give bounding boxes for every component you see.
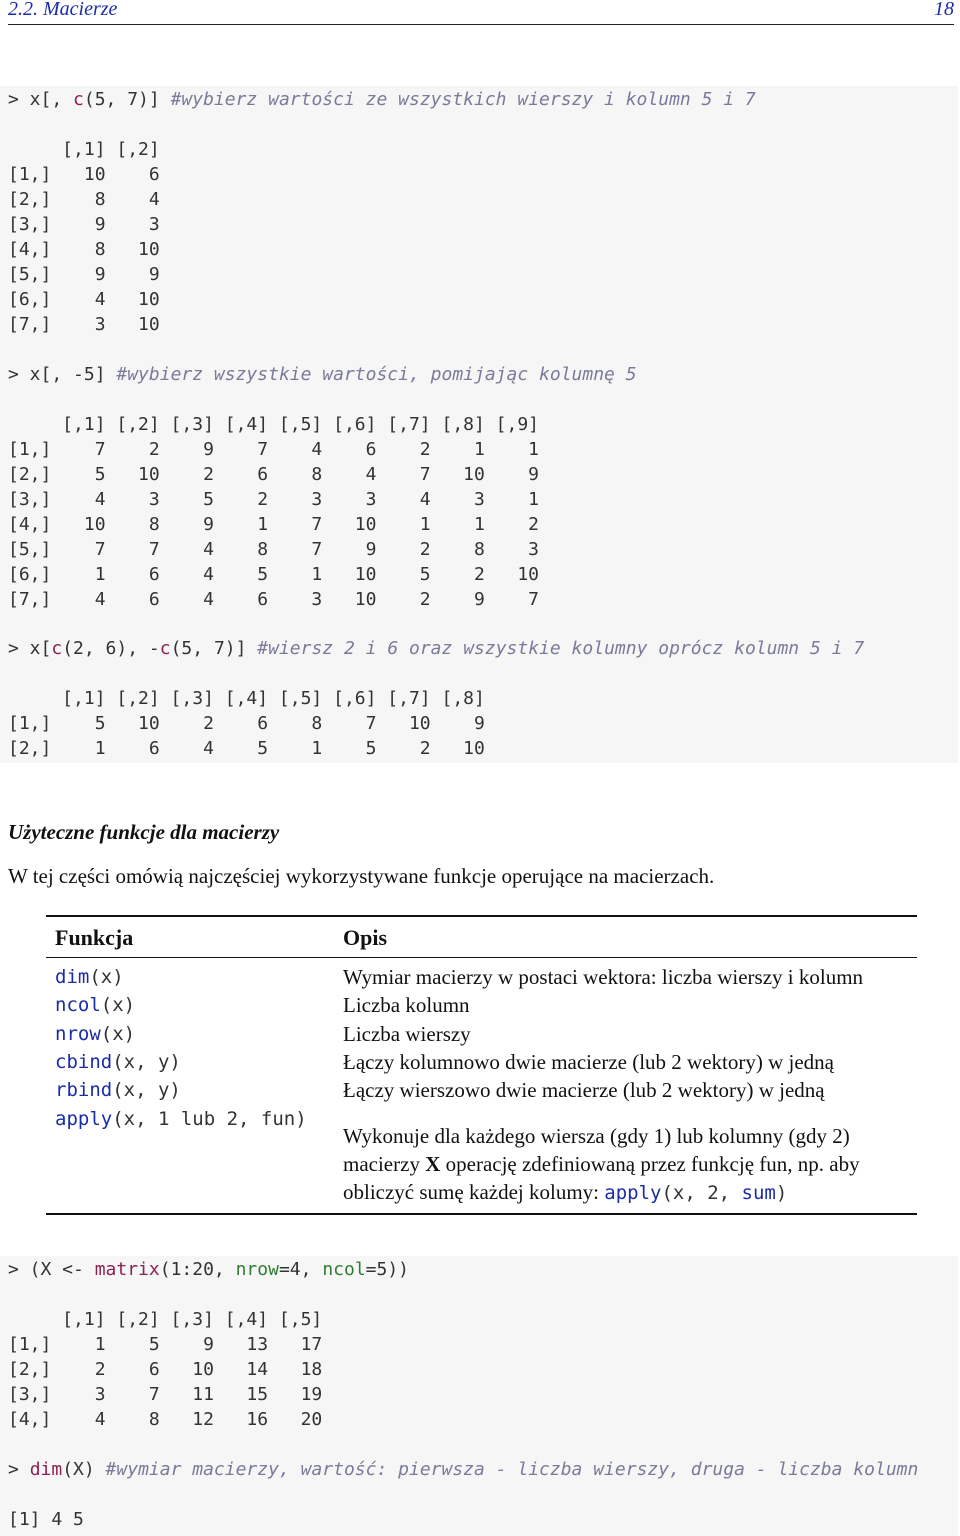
functions-table [46,915,917,1215]
output-vector: [1] 4 5 [8,1509,84,1530]
table-row-function: apply(x, 1 lub 2, fun) [55,1108,307,1130]
code-block-1 [0,86,958,763]
table-row-description: Łączy kolumnowo dwie macierze (lub 2 wektory) w jedną [343,1050,834,1074]
table-header-description: Opis [343,925,388,950]
table-row-description: Liczba wierszy [343,1022,471,1046]
section-title: 2.2. Macierze [8,0,118,20]
table-row-function: rbind(x, y) [55,1079,181,1101]
command-line: > x[c(2, 6), -c(5, 7)] #wiersz 2 i 6 oraz wszystkie kolumny oprócz kolumn 5 i 7 [8,638,865,659]
output-matrix: [,1] [,2] [,3] [,4] [,5] [,6] [,7] [,8] [1,] 5 10 2 6 8 7 10 9 [2,] 1 6 4 5 1 5 2 10 [8,688,485,759]
code-comment: #wymiar macierzy, wartość: pierwsza - liczba wierszy, druga - liczba kolumn [94,1459,919,1480]
command-line: > x[, -5] #wybierz wszystkie wartości, pomijając kolumnę 5 [8,364,637,385]
table-header-function: Funkcja [55,925,134,950]
output-matrix: [,1] [,2] [,3] [,4] [,5] [,6] [,7] [,8] [,9] [1,] 7 2 9 7 4 6 2 1 1 [2,] 5 10 2 6 8 4 7 10 9 [3,] 4 3 5 2 3 3 4 3 1 [4,] 10 8 9 1 7 10 1 1 2 [5,] 7 7 4 8 7 9 2 8 3 [6,] 1 6 4 5 1 10 5 2 10 [7,] 4 6 4 6 3 10 2 9 7 [8,414,540,610]
page-number: 18 [934,0,954,20]
command-line: > dim(X) #wymiar macierzy, wartość: pierwsza - liczba wierszy, druga - liczba kolumn [8,1459,919,1480]
table-row-description: Liczba kolumn [343,993,470,1017]
subsection-heading: Użyteczne funkcje dla macierzy [8,820,280,844]
command-line: > x[, c(5, 7)] #wybierz wartości ze wszystkich wierszy i kolumn 5 i 7 [8,89,756,110]
code-comment: #wybierz wartości ze wszystkich wierszy i kolumn 5 i 7 [159,89,756,110]
header-rule [46,957,917,958]
table-row-function: dim(x) [55,966,124,988]
table-row-description: Łączy wierszowo dwie macierze (lub 2 wektory) w jedną [343,1078,825,1102]
table-row-function: ncol(x) [55,994,136,1016]
table-row-description: Wymiar macierzy w postaci wektora: liczba wierszy i kolumn [343,965,864,989]
page-header [8,0,954,25]
intro-paragraph: W tej części omówią najczęściej wykorzystywane funkcje operujące na macierzach. [8,864,715,888]
table-row-function: nrow(x) [55,1023,136,1045]
table-row-description: Wykonuje dla każdego wiersza (gdy 1) lub kolumny (gdy 2) macierzy X operację zdefiniowaną przez funkcję fun, np. aby obliczyć sumę każdej kolumy: apply(x, 2, sum) [343,1124,860,1204]
command-line: > (X <- matrix(1:20, nrow=4, ncol=5)) [8,1259,410,1280]
output-matrix: [,1] [,2] [1,] 10 6 [2,] 8 4 [3,] 9 3 [4,] 8 10 [5,] 9 9 [6,] 4 10 [7,] 3 10 [8,139,160,335]
table-row-function: cbind(x, y) [55,1051,181,1073]
code-block-2 [0,1256,958,1536]
code-comment: #wybierz wszystkie wartości, pomijając kolumnę 5 [105,364,637,385]
output-matrix: [,1] [,2] [,3] [,4] [,5] [1,] 1 5 9 13 17 [2,] 2 6 10 14 18 [3,] 3 7 11 15 19 [4,] 4 8 12 16 20 [8,1309,323,1430]
code-comment: #wiersz 2 i 6 oraz wszystkie kolumny oprócz kolumn 5 i 7 [246,638,865,659]
